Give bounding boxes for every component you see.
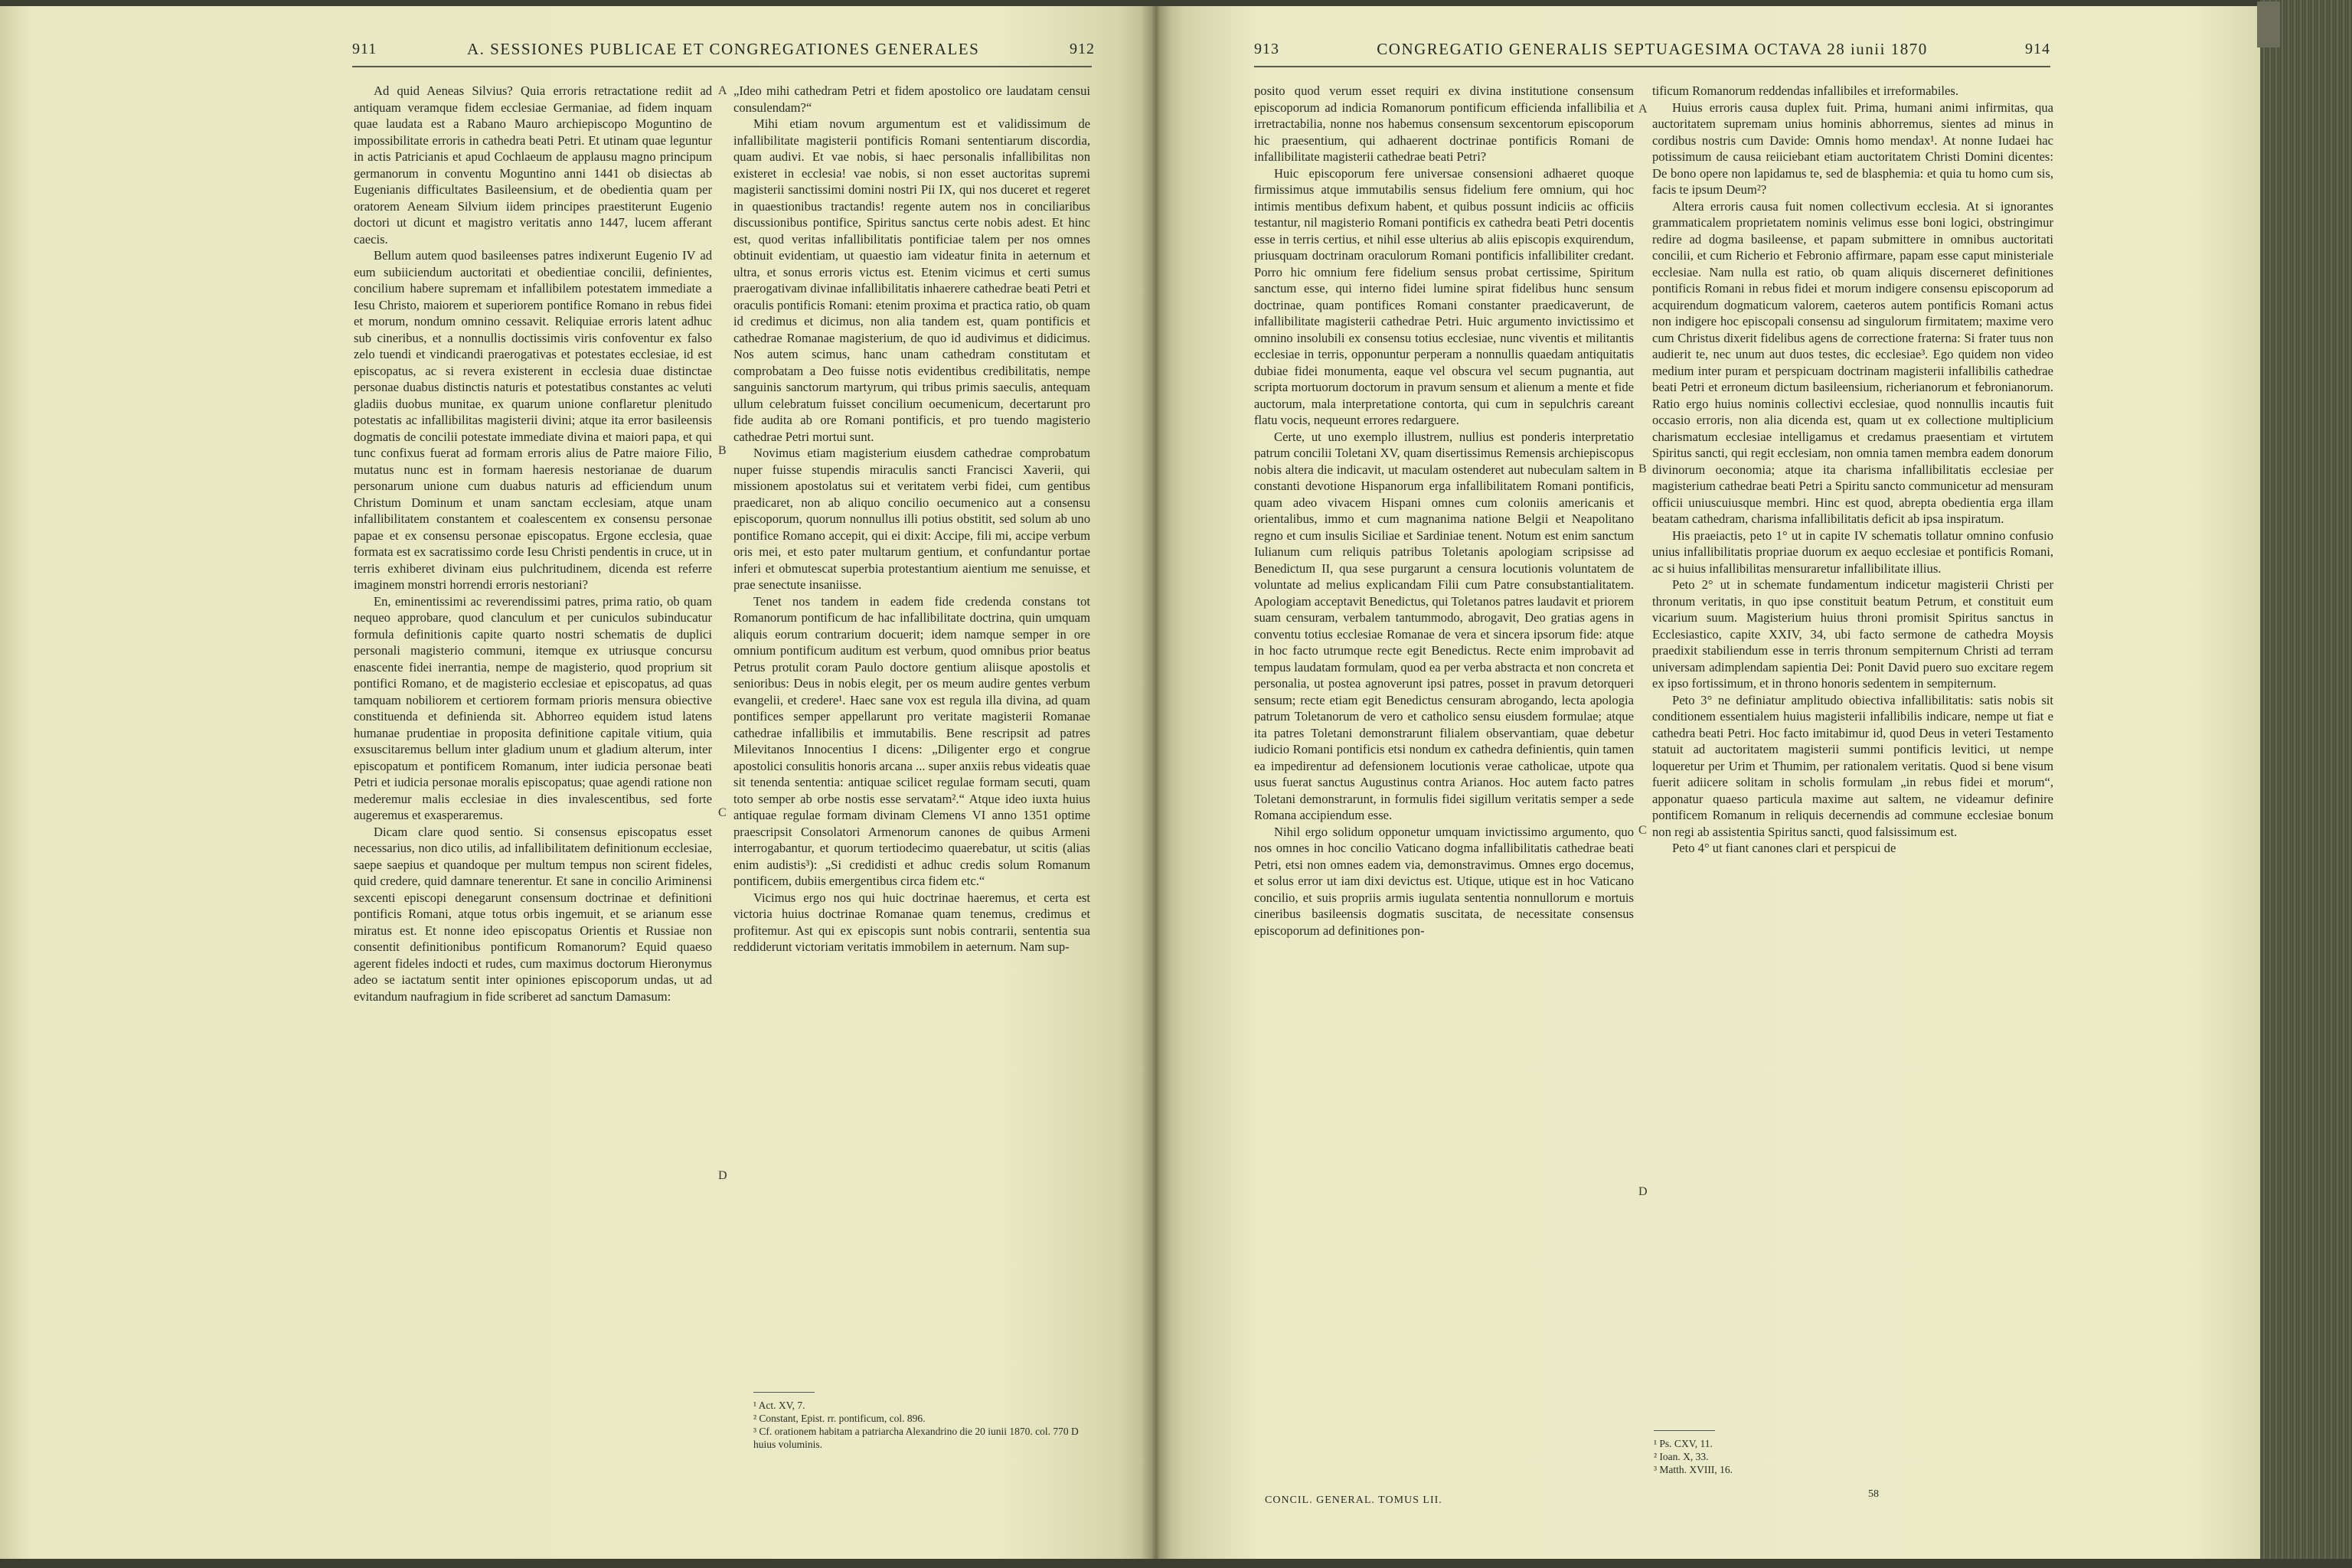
left-header-rule xyxy=(352,66,1092,67)
margin-marker-c: C xyxy=(718,806,727,819)
footnote: ¹ Ps. CXV, 11. xyxy=(1654,1438,1713,1449)
paragraph: Bellum autem quod basileenses patres indixerunt Eugenio IV ad eum subiiciendum auctoritati et obedientiae concilii, definientes, concilium habere supremam et infallibilem potestatem immediate a Iesu Christo, maiorem et superiorem pontifice Romano in rebus fidei et morum, nondum omnino cessavit. Reliquiae erroris latent adhuc sub cineribus, et a nonnullis doctissimis viris confoventur ex falso zelo tuendi et vindicandi praerogativas et potestates ecclesiae, id est episcopatus, ac si revera existerent in ecclesia duae distinctae personae duabus distinctis naturis et potestatibus constantes ac veluti gladiis duobus munitae, ex quarum unione conflaretur plenitudo potestatis ac infallibilitas magisterii divini; atque ita error basileensis dogmatis de concilii potestate immediate divina et maiori papa, et qui tunc confixus fuerat ad formam erroris alius de Patre maiore Filio, mutatus nunc est in formam haeresis nestorianae de duarum personarum unione cum duabus naturis ad efficiendum unum Christum Dominum et unam sanctam ecclesiam, atque unam infallibilitatem constantem et coalescentem ex consensu personae papae et ex consensu personae episcopatus. Ergone ecclesia, quae formata est ex sacratissimo corde Iesu Christi pendentis in cruce, ut in terris exhiberet divinam eius pulchritudinem, dicenda est referre imaginem monstri horrendi erroris nestoriani? xyxy=(354,248,712,592)
paragraph: Peto 3° ne definiatur amplitudo obiectiva infallibilitatis: satis nobis sit conditionem essentialem huius magisterii infallibilis indicare, nempe ut fiat e cathedra beati Petri. Hoc facto imitabimur id, quod Deus in veteri Testamento statuit ad auctoritatem magisterii summi pontificis levitici, ut nempe loqueretur per Urim et Thumim, per rationalem veritatis. Quod si bene visum fuerit adiicere solitam in scholis formulam „in rebus fidei et morum“, apponatur quaeso particula maxime aut saltem, ne videamur definire pontificem Romanum in reliquis decernendis ad commune ecclesiae bonum non regi ab assistentia Spiritus sancti, quod falsissimum est. xyxy=(1652,692,2053,839)
paragraph: Peto 4° ut fiant canones clari et perspicui de xyxy=(1672,841,1896,855)
left-running-head xyxy=(352,34,1095,64)
footnote: ³ Matth. XVIII, 16. xyxy=(1654,1464,1733,1475)
right-footnotes xyxy=(1654,1430,1883,1476)
margin-marker-b: B xyxy=(1638,462,1647,475)
page-edges xyxy=(2260,0,2352,1568)
paragraph: Tenet nos tandem in eadem fide credenda constans tot Romanorum pontificum de hac infallibilitate doctrina, quin umquam aliquis eorum contrarium docuerit; idem namque semper in ore omnium pontificum auditum est verbum, quod omnibus prior beatus Petrus protulit coram Paulo doctore gentium aliisque apostolis et senioribus: Deus in nobis elegit, per os meum audire gentes verbum evangelii, et credere¹. Haec sane vox est regula illa divina, ad quam pontifices semper appellarunt pro veritate magisterii Romanae cathedrae infallibilis et immutabilis. Bene rescripsit ad patres Milevitanos Innocentius I dicens: „Diligenter ergo et congrue apostolici consulitis honoris arcana ... super anxiis rebus videatis quae sit tenenda sententia: antiquae scilicet regulae formam secuti, quam toto semper ab orbe nostis esse servatam².“ Atque ideo iuxta huius antiquae regulae formam divinam Clemens VI anno 1351 optime praescripsit Consolatori Armenorum canones de quibus Armeni interrogabantur, et quorum tertiodecimo quaerebatur, ut scitis (alias enim audistis³): „Si credidisti et adhuc credis solum Romanum pontificem, dubiis emergentibus circa fidem etc.“ xyxy=(733,593,1090,888)
margin-marker-c: C xyxy=(1638,824,1647,837)
margin-marker-d: D xyxy=(718,1169,727,1182)
left-page-column-2 xyxy=(733,83,1090,1380)
paragraph: „Ideo mihi cathedram Petri et fidem apostolico ore laudatam censui consulendam?“ xyxy=(733,83,1090,115)
footnote: ² Constant, Epist. rr. pontificum, col. 896. xyxy=(753,1413,926,1424)
paragraph: tificum Romanorum reddendas infallibiles et irreformabiles. xyxy=(1652,83,1958,98)
book-gutter xyxy=(1141,6,1171,1560)
page-number-911: 911 xyxy=(352,40,377,57)
right-running-title: CONGREGATIO GENERALIS SEPTUAGESIMA OCTAVA 28 iunii 1870 xyxy=(1377,39,1928,58)
bottom-edge xyxy=(0,1559,2352,1568)
right-page-column-2 xyxy=(1652,83,2053,1400)
footnote: ³ Cf. orationem habitam a patriarcha Alexandrino die 20 iunii 1870. col. 770 D huius voluminis. xyxy=(753,1426,1079,1450)
paragraph: Vicimus ergo nos qui huic doctrinae haeremus, et certa est victoria huius doctrinae Romanae quam tenemus, credimus et profitemur. Ast qui ex episcopis sunt nobis contrarii, sententia sua reddiderunt victoriam veritatis immobilem in aeternum. Nam sup- xyxy=(733,890,1090,954)
paragraph: Mihi etiam novum argumentum est et validissimum de infallibilitate magisterii pontificis Romani sententiarum discordia, quam audivi. Et vae nobis, si haec personalis infallibilitas non existeret in ecclesia! vae nobis, si non esset auctoritas supremi magisterii sanctissimi domini nostri Pii IX, qui nos duceret et regeret in quaestionibus tractandis! regente autem nos in conciliaribus discussionibus pontifice, Spiritus sanctus certe nobis adest. Et hinc est, quod veritas infallibilitatis pontificiae talem per nos omnes obtinuit evidentiam, ut quaestio iam videatur finita in aeternum et ultra, et sonus erroris victus est. Etenim vicimus et certi sumus praerogativam divinae infallibilitatis inhaerere cathedrae beati Petri et oraculis pontificis Romani: etenim proxima et practica ratio, ob quam id credimus et dicimus, non alia tandem est, quam pontificis et cathedrae Romanae magisterium, de quo id audivimus et didicimus. Nos autem scimus, hanc unam cathedram constitutam et comprobatam a Deo fuisse notis evidentibus credibilitatis, nempe sanguinis sanctorum martyrum, qui tribus primis saeculis, antequam ullum celebratum fuisset concilium oecumenicum, decertarunt pro fide audita ab ore Romani pontificis, et pro tuendo magisterio cathedrae Petri mortui sunt. xyxy=(733,116,1090,444)
paragraph: Huius erroris causa duplex fuit. Prima, humani animi infirmitas, qua auctoritatem supremam unius hominis abhorremus, sientes ad minus in cordibus nostris cum Davide: Omnis homo mendax¹. At nonne Iudaei hac potissimum de causa reiiciebant etiam auctoritatem Christi Domini dicentes: De bono opere non lapidamus te, sed de blasphemia: et quia tu homo cum sis, facis te ipsum Deum²? xyxy=(1652,100,2053,197)
page-number-914: 914 xyxy=(2025,40,2050,57)
left-page-column-1 xyxy=(354,83,712,1438)
corner-tab xyxy=(2257,2,2280,47)
page-number-912: 912 xyxy=(1070,40,1095,57)
paragraph: posito quod verum esset requiri ex divina institutione consensum episcoporum ad indicia Romanorum pontificum efficienda infallibilia et irretractabilia, nonne nos habemus consensum sexcentorum episcoporum hic praesentium, qui adhaerent doctrinae pontificis Romani de infallibilitate magisterii cathedrae beati Petri? xyxy=(1254,83,1634,164)
paragraph: En, eminentissimi ac reverendissimi patres, prima ratio, ob quam nequeo approbare, quod clanculum et per cuniculos subinducatur formula definitionis capite quarto nostri schematis de duplici personali magisterio communi, itemque ex utriusque concursu enascente fidei inerrantia, nempe de magisterio, quod proprium sit pontifici Romano, et de magisterio ecclesiae et episcopatus, ad quas tamquam nobiliorem et certiorem formam prioris mensura obiective constituenda et definienda sit. Abhorreo equidem istud latens humanae prudentiae in proposita definitione capitale vitium, quia exsuscitaremus bellum inter gladium unum et gladium alterum, inter episcopatum et pontificem Romanum, inter iudicia personae beati Petri et iudicia personae moralis episcopatus; quae agendi ratione non mederemur malis ecclesiae in dies invalescentibus, sed forte augeremus et exasperaremus. xyxy=(354,593,712,822)
sheet-number: 58 xyxy=(1868,1488,1879,1500)
paragraph: Dicam clare quod sentio. Si consensus episcopatus esset necessarius, non dico utilis, ad infallibilitatem definitionum ecclesiae, saepe saepius et quandoque per multum tempus non scirent fideles, quid credere, quid damnare tenerentur. Et sane in concilio Ariminensi sexcenti episcopi denegarunt consensum doctrinae et definitioni pontificis Romani, atque totus orbis ingemuit, et se arianum esse miratus est. Et nonne ideo episcopatus Orientis et Russiae non consentit definitionibus pontificum Romanorum? Equid quaeso agerent fideles indocti et rudes, cum maximus doctorum Hieronymus adeo se iactatum sentit inter opiniones episcoporum undas, ut ad evitandum naufragium in fide scriberet ad sanctum Damasum: xyxy=(354,824,712,1004)
paragraph: Nihil ergo solidum opponetur umquam invictissimo argumento, quo nos omnes in hoc concilio Vaticano dogma infallibilitatis cathedrae beati Petri, etsi non omnes eadem via, demonstravimus. Omnes ergo docemus, et solus error ut iam dixi devictus est. Utique, utique est in hoc Vaticano concilio, et suis propriis armis iugulata sententia nonnullorum e mortuis cineribus basileensis dogmatis suscitata, de necessitate consensus episcoporum ad definitiones pon- xyxy=(1254,824,1634,938)
sheet-signature: CONCIL. GENERAL. TOMUS LII. xyxy=(1265,1494,1442,1506)
paragraph: His praeiactis, peto 1° ut in capite IV schematis tollatur omnino confusio unius infallibilitatis propriae duorum ex aequo ecclesiae et pontificis Romani, ac si huius infallibilitas mensuraretur infallibilitate illius. xyxy=(1652,528,2053,576)
paragraph: Peto 2° ut in schemate fundamentum indicetur magisterii Christi per thronum veritatis, in quo ipse constituit beatum Petrum, et constituit eum vicarium suum. Magisterium huius throni promisit Spiritus sanctus in Ecclesiastico, capite XXIV, 34, ubi facto sermone de cathedra Moysis praedixit stabiliendum esse in terris thronum sempiternum Christi ad terram universam adimplendam sapientia Dei: Ponit David puero suo excitare regem ex ipso fortissimum, et in throno honoris sedentem in sempiternum. xyxy=(1652,577,2053,691)
paragraph: Ad quid Aeneas Silvius? Quia erroris retractatione rediit ad antiquam veramque fidem ecclesiae Germaniae, ad fidem inquam quae laudata est a Rabano Mauro archiepiscopo Moguntino de impossibilitate erroris in cathedra beati Petri. Et utinam quae leguntur in actis Patricianis et apud Cochlaeum de applausu magno principum germanorum in conventu Moguntino anni 1441 ob disiectas ab Eugenianis difficultates Basileensium, et de obedientia quam per oratorem Aeneam Silvium iidem principes praestiterunt Eugenio doctori ut dicunt et magistro veritatis anno 1447, lucem afferant caecis. xyxy=(354,83,712,247)
paragraph: Huic episcoporum fere universae consensioni adhaeret quoque firmissimus atque immutabilis sensus fidelium fere omnium, qui hoc intimis mentibus defixum habent, et quibus possunt indiciis ac officiis testantur, nil magisterio Romani pontificis ex cathedra beati Petri docentis esse in terris certius, et nihil esse ulterius ab aliis episcopis exquirendum, priusquam doctrinam oraculorum Romani pontificis infallibiliter credant. Porro hic omnium fere fidelium sensus probat certissime, Spiritum sanctum esse, qui interno fidei lumine spirat fidelibus hunc sensum doctrinae, quam pontifices Romani constanter praedicaverunt, de infallibilitate magisterii cathedrae Petri. Huic argumento invictissimo et omnino insolubili ex consensu totius ecclesiae, nunc viventis et militantis ecclesiae in terris, opponuntur perperam a nonnullis quaedam antiquitatis dubiae fidei monumenta, eaque vel obscura vel secum pugnantia, aut scripta mortuorum doctorum in pravum sensum et alienum a mente et fide auctorum, mala interpretatione contorta, qui cum in sepulchris careant flatu vocis, nequeunt errores redarguere. xyxy=(1254,165,1634,427)
right-header-rule xyxy=(1254,66,2050,67)
right-page-column-1 xyxy=(1254,83,1634,1467)
margin-marker-a: A xyxy=(1638,103,1648,116)
margin-marker-d: D xyxy=(1638,1185,1648,1198)
footnote: ¹ Act. XV, 7. xyxy=(753,1400,805,1411)
margin-marker-a: A xyxy=(718,84,727,97)
footnote: ² Ioan. X, 33. xyxy=(1654,1451,1709,1462)
left-footnotes xyxy=(753,1392,1090,1451)
left-running-title: A. SESSIONES PUBLICAE ET CONGREGATIONES GENERALES xyxy=(466,39,980,58)
page-number-913: 913 xyxy=(1254,40,1279,57)
paragraph: Certe, ut uno exemplo illustrem, nullius est ponderis interpretatio patrum concilii Toletani XV, quam disertissimus Remensis archiepiscopus nobis altera die indicavit, ut maculam ostenderet aut nubeculam saltem in constanti devotione Hispanorum erga infallibilitatem Romani pontificis, quam adeo vivacem Hispani omnes cum coloniis americanis et orientalibus, immo et cum magnanima natione Belgii et Neapolitano regno et cum insulis Siciliae et Sardiniae tenent. Notum est enim sanctum Iulianum cum reliquis patribus Toletanis apologiam scripsisse ad Benedictum II, qua sese purgarunt a censura locutionis voluntatem de voluntate ad melius explicandam Filii cum Patre consubstantialitatem. Apologiam acceptavit Benedictus, qui Toletanos patres laudavit et priorem suam censuram, verbalem tantummodo, abrogavit, Deo gratias agens in conventu totius ecclesiae Romanae de vera et sincera ipsorum fide: atque in hoc facto utrumque recte egit Benedictus. Recte enim improbavit ad tempus laudatam formulam, quod ea per verba abstracta et non concreta et personalia, ut postea agnoverunt ipsi patres, posset in pravum detorqueri sensum; recte etiam egit Benedictus censuram abrogando, lecta apologia patrum Toletanorum de vero et catholico sensu eiusdem formulae; atque ita patres Toletani demonstrarunt filialem observantiam, quae debetur iudicio Romani pontificis etsi nondum ex cathedra definientis, quin tamen ea impedirentur ad defensionem locutionis verae catholicae, utpote qua usus fuerat sanctus Augustinus contra Arianos. Hoc autem facto patres Toletani demonstrarunt, in formulis fidei sigillum veritatis semper a sede Romana accipiendum esse. xyxy=(1254,429,1634,822)
paragraph: Altera erroris causa fuit nomen collectivum ecclesia. At si ignorantes grammaticalem proprietatem nominis velimus esse boni logici, obstringimur redire ad dogma basileense, et papam submittere in omnibus auctoritati concilii, et cum Richerio et Febronio affirmare, papam esse caput ministeriale ecclesiae. Nam nulla est ratio, ob quam aliquis discerneret definitiones pontificis Romani in rebus fidei et morum indigere consensu episcoporum ad acquirendum dogmaticum valorem, caeteros autem pontificis Romani actus non indigere hoc episcopali consensu ad singulorum firmitatem; maxime vero cum Christus dixerit fidelibus agens de correctione fraterna: Si frater tuus non audierit te, nec unum aut duos testes, dic ecclesiae³. Ego quidem non video medium inter puram et perspicuam doctrinam magisterii infallibilis cathedrae beati Petri et erroneum dictum basileensium, richerianorum et febronianorum. Ratio ergo huius nominis collectivi ecclesiae, quod nonnullis incautis fuit occasio erroris, non alia dicenda est, quam ut ex collectione multiplicium charismatum ecclesiae intelligamus et credamus praesentiam et virtutem Spiritus sancti, qui regit ecclesiam, non omnia tamen membra eadem donorum divinorum oeconomia; atque ita charisma infallibilitatis ecclesiae per magisterium cathedrae beati Petri a Spiritu sancto communicetur ad mensuram officii uniuscuiusque membri. Hinc est quod, abrepta obedientia erga illam beatam cathedram, charisma infallibilitatis deficit ab ipsa inspiratum. xyxy=(1652,198,2053,526)
right-running-head xyxy=(1254,34,2050,64)
paragraph: Novimus etiam magisterium eiusdem cathedrae comprobatum nuper fuisse stupendis miraculis sancti Francisci Xaverii, qui missionem apostolatus sui et veritatem verbi fidei, cum gentibus praedicaret, non ab aliquo concilio oecumenico aut a consensu episcoporum, quorum nonnullus illi potius obstitit, sed solum ab uno pontifice Romano accepit, qui ei dixit: Accipe, fili mi, accipe verbum oris mei, et esto pater multarum gentium, et confundantur portae inferi et obmutescat superbia protestantium aientium me senuisse, et prae senectute insaniisse. xyxy=(733,446,1090,592)
margin-marker-b: B xyxy=(718,444,727,457)
